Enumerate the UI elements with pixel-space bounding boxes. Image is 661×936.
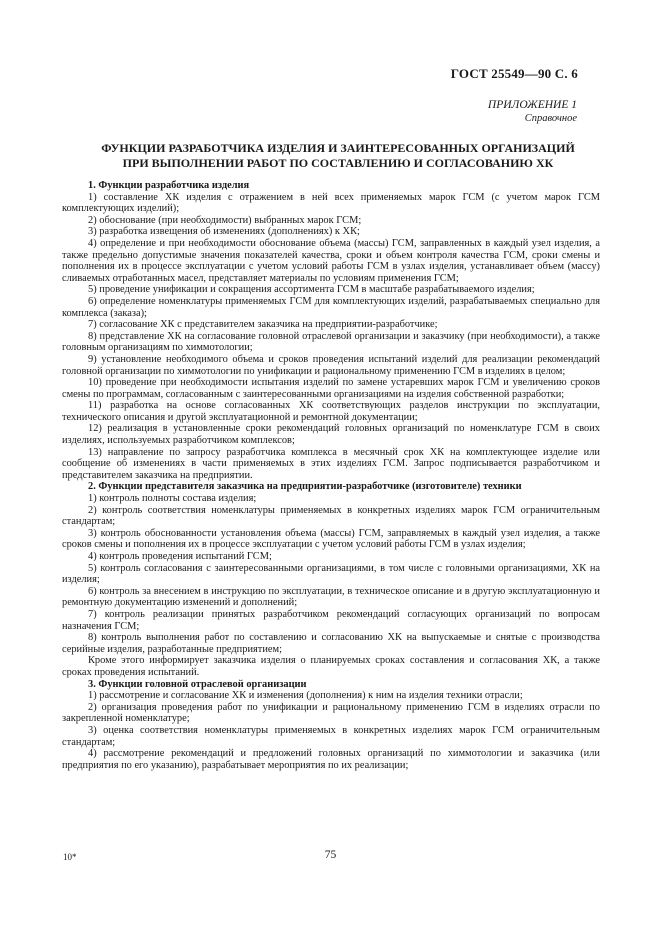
list-item: 2) обоснование (при необходимости) выбранных марок ГСМ; (88, 214, 362, 226)
list-item: 3) контроль обоснованности установления объема (массы) ГСМ, заправляемых в каждый узел изделия, а также сроков смены и пополнения их в процессе эксплуатации с учетом условий работы ГСМ в узлах изделия; (62, 527, 600, 551)
list-item: 7) контроль реализации принятых разработчиком рекомендаций согласующих организаций по вопросам назначения ГСМ; (62, 608, 600, 632)
standard-header: ГОСТ 25549—90 С. 6 (450, 66, 578, 81)
list-item: 4) рассмотрение рекомендаций и предложений головных организаций по химмотологии и заказчика (или предприятия по его указанию), разрабатывает мероприятия по их реализации; (62, 748, 600, 771)
footer-mark: 10* (63, 852, 77, 862)
document-body (62, 180, 600, 771)
list-item: 2) контроль соответствия номенклатуры применяемых в конкретных изделиях марок ГСМ ограничительным стандартам; (62, 504, 600, 528)
list-item: 1) контроль полноты состава изделия; (88, 493, 257, 505)
list-item: 13) направление по запросу разработчика комплекса в месячный срок ХК на комплектующее изделие или сообщение об изменениях в части применяемых в этих изделиях ГСМ. Запрос подписывается разработчиком и представителем заказчика на предприятии. (62, 446, 600, 481)
list-item: 8) представление ХК на согласование головной отраслевой организации и заказчику (при необходимости), а также головным организациям по химмотологии; (62, 330, 600, 354)
list-item: 5) проведение унификации и сокращения ассортимента ГСМ в масштабе разрабатываемого изделия; (88, 284, 535, 296)
list-item: 3) разработка извещения об изменениях (дополнениях) к ХК; (88, 226, 360, 238)
list-item: 1) составление ХК изделия с отражением в ней всех применяемых марок ГСМ (с учетом марок ГСМ комплектующих изделий); (62, 191, 600, 215)
list-item: 4) контроль проведения испытаний ГСМ; (88, 551, 272, 562)
title-line-1: ФУНКЦИИ РАЗРАБОТЧИКА ИЗДЕЛИЯ И ЗАИНТЕРЕСОВАННЫХ ОРГАНИЗАЦИЙ (101, 141, 575, 155)
list-item: 2) организация проведения работ по унификации и рациональному применению ГСМ в изделиях отрасли по закрепленной номенклатуре; (62, 701, 600, 725)
page-number: 75 (324, 849, 337, 861)
annex-label: ПРИЛОЖЕНИЕ 1 (487, 99, 577, 111)
annex-block (488, 99, 577, 125)
list-item: 10) проведение при необходимости испытания изделий по замене устаревших марок ГСМ и увеличению сроков смены по программам, согласованным с заинтересованными организациями на изделия собственной разработки; (62, 377, 600, 400)
section-heading: 3. Функции головной отраслевой организации (88, 678, 307, 690)
list-item: Кроме этого информирует заказчика изделия о планируемых сроках составления и согласования ХК, а также сроках проведения испытаний. (62, 655, 600, 678)
list-item: 3) оценка соответствия номенклатуры применяемых в конкретных изделиях марок ГСМ ограничительным стандартам; (62, 724, 600, 748)
list-item: 11) разработка на основе согласованных ХК соответствующих разделов инструкции по эксплуатации, технического описания и другой эксплуатационной и ремонтной документации; (62, 400, 600, 423)
section-heading: 1. Функции разработчика изделия (88, 180, 250, 191)
document-title (88, 141, 588, 171)
list-item: 12) реализация в установленные сроки рекомендаций головных организаций по номенклатуре ГСМ в своих изделиях, используемых разработчиком комплексов; (62, 423, 600, 447)
annex-type: Справочное (524, 113, 577, 124)
title-line-2: ПРИ ВЫПОЛНЕНИИ РАБОТ ПО СОСТАВЛЕНИЮ И СОГЛАСОВАНИЮ ХК (122, 156, 554, 170)
section-heading: 2. Функции представителя заказчика на предприятии-разработчике (изготовителе) техники (88, 481, 522, 493)
list-item: 4) определение и при необходимости обоснование объема (массы) ГСМ, заправленных в каждый узел изделия, а также предельно допустимые значения показателей качества, сроки и объем контроля качества ГСМ, сроки смены и пополнения их в процессе эксплуатации с учетом условий работы ГСМ в узлах изделия, устанавливает объем (массу) сливаемых отработанных масел, представляет материалы по условиям применения ГСМ; (62, 237, 600, 284)
list-item: 1) рассмотрение и согласование ХК и изменения (дополнения) к ним на изделия техники отрасли; (88, 690, 523, 702)
list-item: 8) контроль выполнения работ по составлению и согласованию ХК на выпускаемые и снятые с производства серийные изделия, разработанные предприятием; (62, 632, 600, 655)
list-item: 5) контроль согласования с заинтересованными организациями, в том числе с головными организациями, ХК на изделия; (62, 562, 600, 586)
list-item: 7) согласование ХК с представителем заказчика на предприятии-разработчике; (88, 319, 438, 331)
list-item: 6) контроль за внесением в инструкцию по эксплуатации, в техническое описание и в другую эксплуатационную и ремонтную документацию изменений и дополнений; (62, 585, 600, 609)
list-item: 6) определение номенклатуры применяемых ГСМ для комплектующих изделий, разрабатываемых специально для комплекса (заказа); (62, 295, 600, 319)
list-item: 9) установление необходимого объема и сроков проведения испытаний изделий для реализации рекомендаций головной организации по химмотологии по унификации и рациональному применению ГСМ в изделиях в целом; (62, 353, 600, 377)
